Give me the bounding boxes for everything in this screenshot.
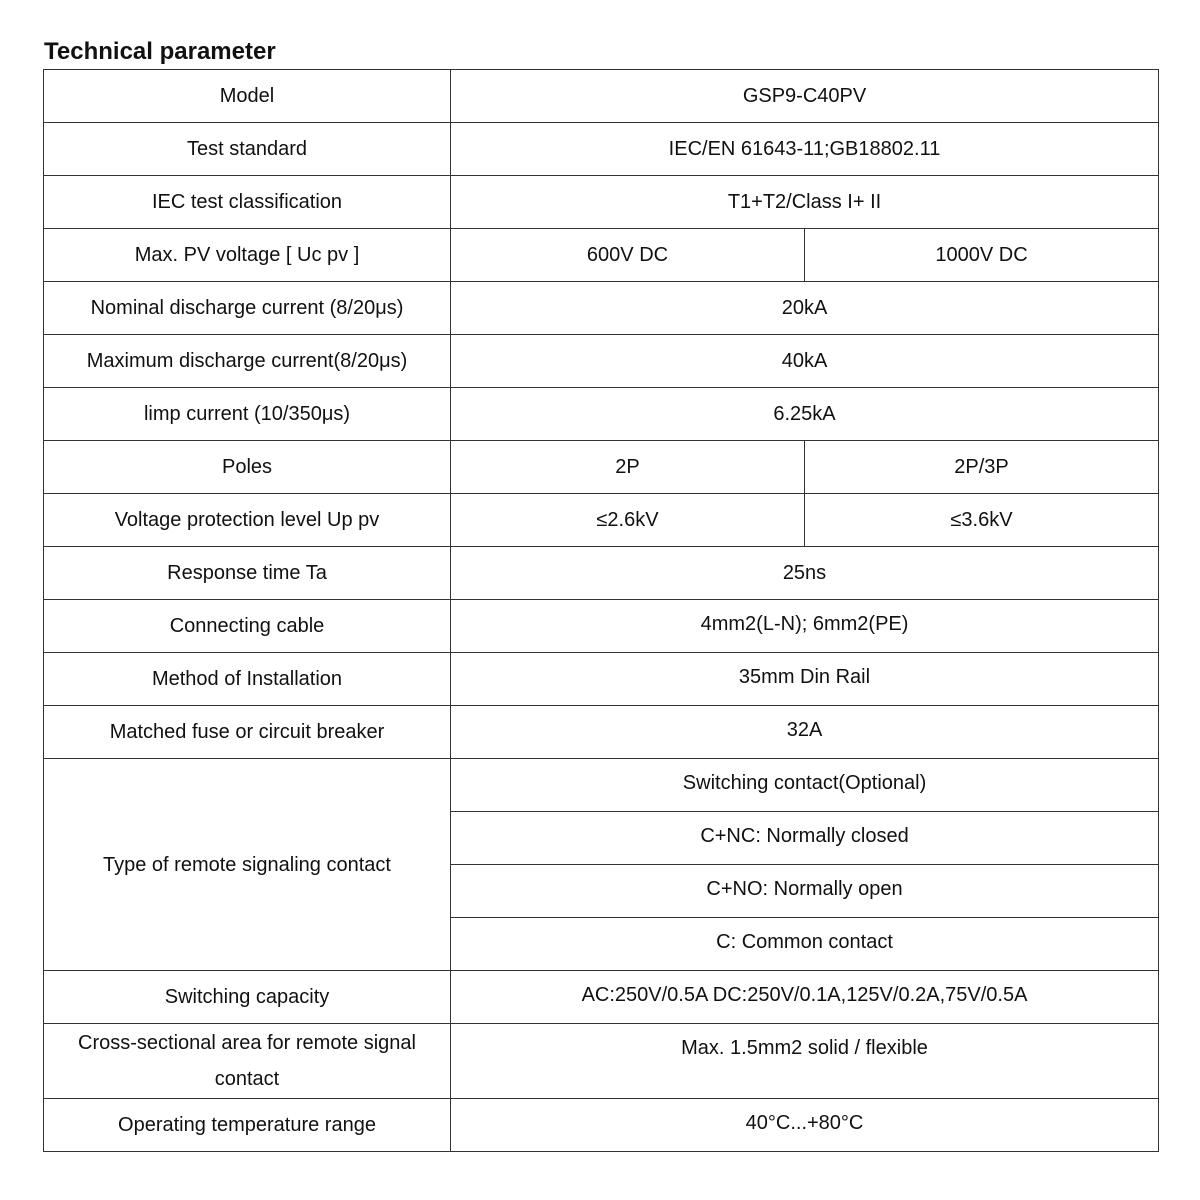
technical-parameter-table [43, 69, 1159, 1152]
row-value-switching-capacity: AC:250V/0.5A DC:250V/0.1A,125V/0.2A,75V/0.5A [451, 971, 1159, 1024]
row-label-cross-section: Cross-sectional area for remote signal contact [44, 1024, 451, 1099]
row-value-nominal-discharge: 20kA [451, 282, 1159, 335]
row-label-max-discharge: Maximum discharge current(8/20μs) [44, 335, 451, 388]
row-value-cross-section: Max. 1.5mm2 solid / flexible [451, 1024, 1159, 1099]
row-label-installation: Method of Installation [44, 653, 451, 706]
table-row [44, 441, 1159, 494]
row-label-max-pv-voltage: Max. PV voltage [ Uc pv ] [44, 229, 451, 282]
row-value-max-pv-voltage-a: 600V DC [451, 229, 805, 282]
row-value-poles-a: 2P [451, 441, 805, 494]
row-value-fuse: 32A [451, 706, 1159, 759]
table-row [44, 229, 1159, 282]
row-value-remote-contact-common: C: Common contact [451, 918, 1159, 971]
row-value-iec-class: T1+T2/Class I+ II [451, 176, 1159, 229]
table-row [44, 176, 1159, 229]
table-row [44, 653, 1159, 706]
table-row [44, 282, 1159, 335]
row-value-remote-contact-optional: Switching contact(Optional) [451, 759, 1159, 812]
table-row [44, 388, 1159, 441]
row-label-remote-contact: Type of remote signaling contact [44, 759, 451, 971]
row-label-model: Model [44, 70, 451, 123]
row-label-iec-class: IEC test classification [44, 176, 451, 229]
row-label-operating-temp: Operating temperature range [44, 1099, 451, 1152]
row-value-voltage-protection-a: ≤2.6kV [451, 494, 805, 547]
row-value-connecting-cable: 4mm2(L-N); 6mm2(PE) [451, 600, 1159, 653]
row-label-poles: Poles [44, 441, 451, 494]
table-row [44, 123, 1159, 176]
row-value-test-standard: IEC/EN 61643-11;GB18802.11 [451, 123, 1159, 176]
table-row [44, 70, 1159, 123]
row-label-response-time: Response time Ta [44, 547, 451, 600]
row-value-response-time: 25ns [451, 547, 1159, 600]
table-row [44, 759, 1159, 812]
row-value-poles-b: 2P/3P [805, 441, 1159, 494]
row-value-installation: 35mm Din Rail [451, 653, 1159, 706]
row-label-test-standard: Test standard [44, 123, 451, 176]
table-row [44, 335, 1159, 388]
row-value-max-pv-voltage-b: 1000V DC [805, 229, 1159, 282]
row-label-nominal-discharge: Nominal discharge current (8/20μs) [44, 282, 451, 335]
row-value-operating-temp: 40°C...+80°C [451, 1099, 1159, 1152]
row-value-max-discharge: 40kA [451, 335, 1159, 388]
table-row [44, 494, 1159, 547]
row-value-remote-contact-nc: C+NC: Normally closed [451, 812, 1159, 865]
page-title: Technical parameter [44, 38, 276, 65]
table-row [44, 1024, 1159, 1099]
row-label-voltage-protection: Voltage protection level Up pv [44, 494, 451, 547]
row-value-voltage-protection-b: ≤3.6kV [805, 494, 1159, 547]
row-value-remote-contact-no: C+NO: Normally open [451, 865, 1159, 918]
row-label-switching-capacity: Switching capacity [44, 971, 451, 1024]
row-value-limp-current: 6.25kA [451, 388, 1159, 441]
row-label-limp-current: limp current (10/350μs) [44, 388, 451, 441]
row-value-model: GSP9-C40PV [451, 70, 1159, 123]
row-label-connecting-cable: Connecting cable [44, 600, 451, 653]
row-label-fuse: Matched fuse or circuit breaker [44, 706, 451, 759]
table-row [44, 547, 1159, 600]
table-row [44, 971, 1159, 1024]
table-row [44, 600, 1159, 653]
table-row [44, 706, 1159, 759]
table-row [44, 1099, 1159, 1152]
